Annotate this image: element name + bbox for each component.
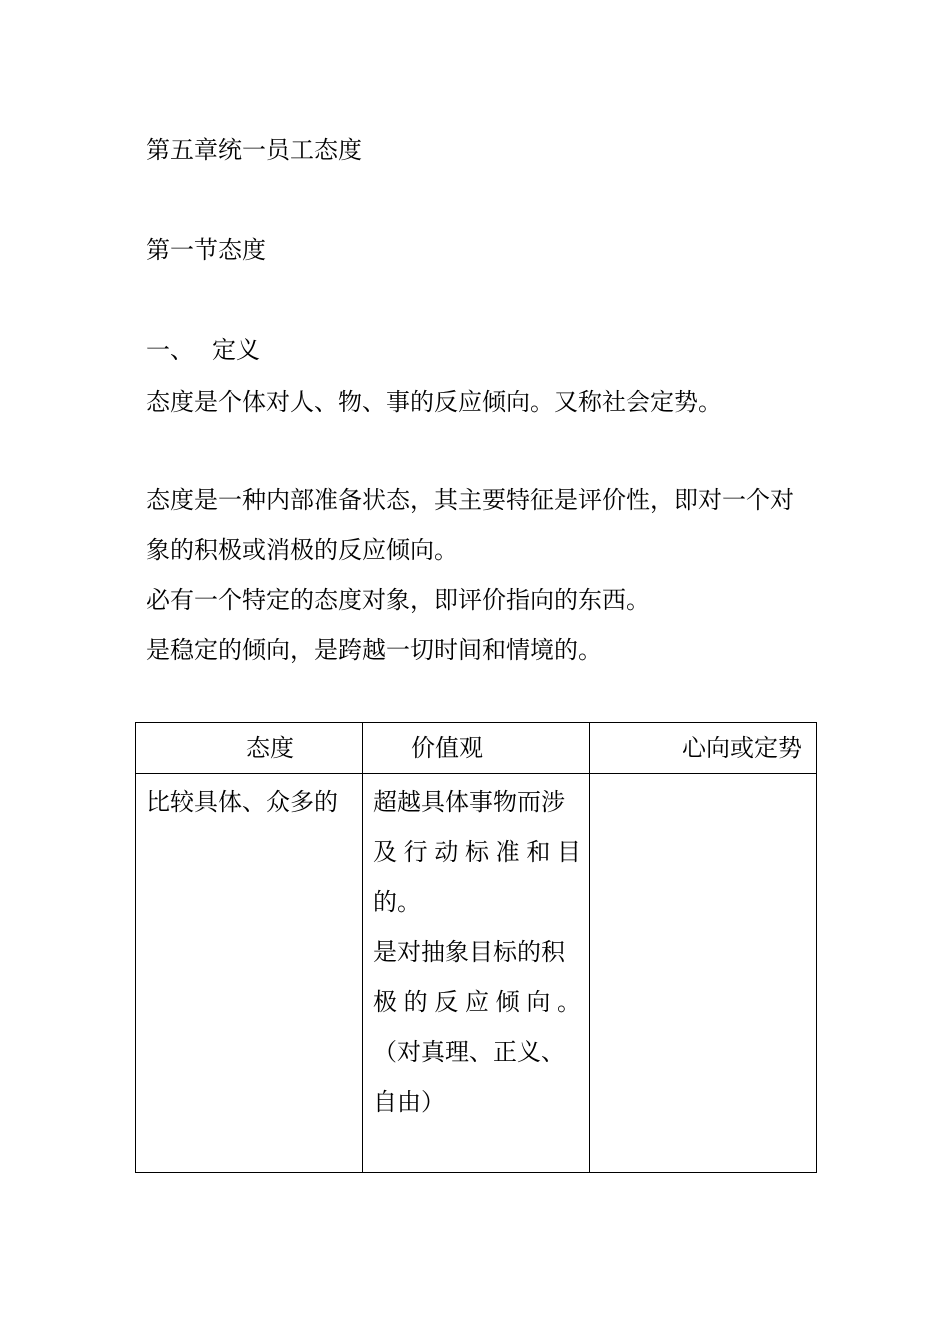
table-row bbox=[136, 774, 817, 1173]
comparison-table bbox=[135, 722, 817, 1173]
chapter-title: 第五章统一员工态度 bbox=[146, 136, 362, 164]
cell-mindset bbox=[590, 774, 817, 1173]
paragraph-state-line2: 象的积极或消极的反应倾向。 bbox=[146, 536, 458, 564]
values-line: 自由） bbox=[373, 1088, 445, 1116]
item-label: 定义 bbox=[212, 336, 260, 364]
values-line: （对真理、正义、 bbox=[373, 1038, 565, 1066]
cell-attitude bbox=[136, 774, 363, 1173]
header-mindset: 心向或定势 bbox=[590, 723, 817, 774]
values-line: 是对抽象目标的积 bbox=[373, 938, 565, 966]
header-attitude: 态度 bbox=[136, 723, 363, 774]
paragraph-stable: 是稳定的倾向，是跨越一切时间和情境的。 bbox=[146, 636, 602, 664]
paragraph-state-line1: 态度是一种内部准备状态，其主要特征是评价性，即对一个对 bbox=[146, 486, 794, 514]
paragraph-object: 必有一个特定的态度对象，即评价指向的东西。 bbox=[146, 586, 650, 614]
section-title: 第一节态度 bbox=[146, 236, 266, 264]
table-header-row bbox=[136, 723, 817, 774]
item-number: 一、 bbox=[146, 336, 194, 364]
cell-attitude-text: 比较具体、众多的 bbox=[146, 788, 338, 816]
values-line: 超越具体事物而涉 bbox=[373, 788, 565, 816]
paragraph-definition: 态度是个体对人、物、事的反应倾向。又称社会定势。 bbox=[146, 388, 722, 416]
values-line: 及行动标准和目 bbox=[373, 838, 581, 866]
values-line: 的。 bbox=[373, 888, 421, 916]
header-values: 价值观 bbox=[363, 723, 590, 774]
definition-heading bbox=[146, 334, 260, 366]
cell-values bbox=[363, 774, 590, 1173]
values-line: 极的反应倾向。 bbox=[373, 988, 581, 1016]
